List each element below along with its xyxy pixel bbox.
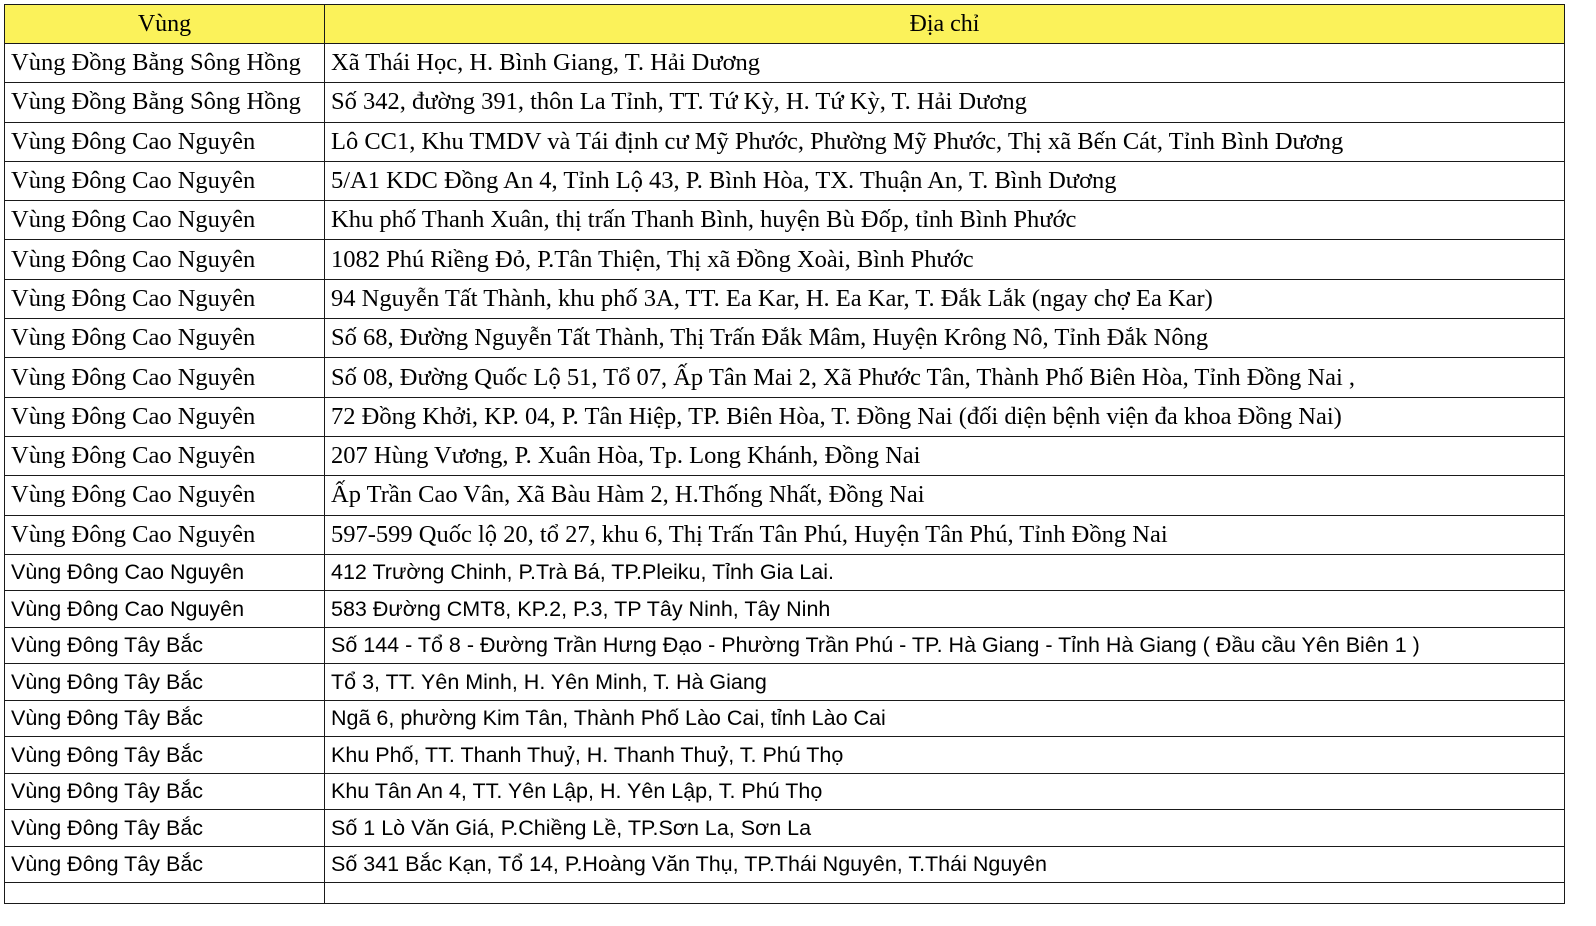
table-row bbox=[5, 44, 1565, 83]
table-row bbox=[5, 554, 1565, 591]
table-row bbox=[5, 201, 1565, 240]
region-cell[interactable]: Vùng Đông Tây Bắc bbox=[5, 737, 325, 774]
region-cell[interactable]: Vùng Đông Cao Nguyên bbox=[5, 397, 325, 436]
table-row bbox=[5, 846, 1565, 883]
address-cell[interactable] bbox=[325, 883, 1565, 904]
table-row bbox=[5, 476, 1565, 515]
address-cell[interactable]: 207 Hùng Vương, P. Xuân Hòa, Tp. Long Khánh, Đồng Nai bbox=[325, 436, 1565, 475]
address-cell[interactable]: Số 342, đường 391, thôn La Tỉnh, TT. Tứ Kỳ, H. Tứ Kỳ, T. Hải Dương bbox=[325, 83, 1565, 122]
region-cell[interactable]: Vùng Đông Cao Nguyên bbox=[5, 358, 325, 397]
address-cell[interactable]: Số 341 Bắc Kạn, Tổ 14, P.Hoàng Văn Thụ, TP.Thái Nguyên, T.Thái Nguyên bbox=[325, 846, 1565, 883]
address-cell[interactable]: 597-599 Quốc lộ 20, tổ 27, khu 6, Thị Trấn Tân Phú, Huyện Tân Phú, Tỉnh Đồng Nai bbox=[325, 515, 1565, 554]
region-cell[interactable]: Vùng Đông Cao Nguyên bbox=[5, 240, 325, 279]
table-row bbox=[5, 436, 1565, 475]
table-row bbox=[5, 627, 1565, 664]
table-row bbox=[5, 279, 1565, 318]
region-cell[interactable]: Vùng Đông Cao Nguyên bbox=[5, 201, 325, 240]
address-cell[interactable]: Số 144 - Tổ 8 - Đường Trần Hưng Đạo - Phường Trần Phú - TP. Hà Giang - Tỉnh Hà Giang ( Đầu cầu Yên Biên 1 ) bbox=[325, 627, 1565, 664]
table-body bbox=[5, 44, 1565, 904]
region-cell[interactable]: Vùng Đông Cao Nguyên bbox=[5, 476, 325, 515]
region-cell[interactable]: Vùng Đông Tây Bắc bbox=[5, 627, 325, 664]
table-row bbox=[5, 161, 1565, 200]
address-cell[interactable]: Số 08, Đường Quốc Lộ 51, Tổ 07, Ấp Tân Mai 2, Xã Phước Tân, Thành Phố Biên Hòa, Tỉnh Đồng Nai , bbox=[325, 358, 1565, 397]
region-cell[interactable] bbox=[5, 883, 325, 904]
address-cell[interactable]: Tổ 3, TT. Yên Minh, H. Yên Minh, T. Hà Giang bbox=[325, 664, 1565, 701]
address-cell[interactable]: 412 Trường Chinh, P.Trà Bá, TP.Pleiku, Tỉnh Gia Lai. bbox=[325, 554, 1565, 591]
address-cell[interactable]: 5/A1 KDC Đồng An 4, Tỉnh Lộ 43, P. Bình Hòa, TX. Thuận An, T. Bình Dương bbox=[325, 161, 1565, 200]
table-row bbox=[5, 883, 1565, 904]
address-cell[interactable]: 583 Đường CMT8, KP.2, P.3, TP Tây Ninh, Tây Ninh bbox=[325, 591, 1565, 628]
address-cell[interactable]: Khu Tân An 4, TT. Yên Lập, H. Yên Lập, T. Phú Thọ bbox=[325, 773, 1565, 810]
address-cell[interactable]: Ấp Trần Cao Vân, Xã Bàu Hàm 2, H.Thống Nhất, Đồng Nai bbox=[325, 476, 1565, 515]
address-cell[interactable]: Số 1 Lò Văn Giá, P.Chiềng Lề, TP.Sơn La, Sơn La bbox=[325, 810, 1565, 847]
address-cell[interactable]: Khu phố Thanh Xuân, thị trấn Thanh Bình, huyện Bù Đốp, tỉnh Bình Phước bbox=[325, 201, 1565, 240]
table-row bbox=[5, 591, 1565, 628]
table-row bbox=[5, 83, 1565, 122]
header-row bbox=[5, 5, 1565, 44]
header-address: Địa chỉ bbox=[325, 5, 1565, 44]
table-row bbox=[5, 358, 1565, 397]
table-row bbox=[5, 122, 1565, 161]
table-row bbox=[5, 810, 1565, 847]
address-cell[interactable]: Khu Phố, TT. Thanh Thuỷ, H. Thanh Thuỷ, T. Phú Thọ bbox=[325, 737, 1565, 774]
region-cell[interactable]: Vùng Đông Tây Bắc bbox=[5, 773, 325, 810]
address-cell[interactable]: 94 Nguyễn Tất Thành, khu phố 3A, TT. Ea Kar, H. Ea Kar, T. Đắk Lắk (ngay chợ Ea Kar) bbox=[325, 279, 1565, 318]
region-cell[interactable]: Vùng Đồng Bằng Sông Hồng bbox=[5, 44, 325, 83]
region-cell[interactable]: Vùng Đồng Bằng Sông Hồng bbox=[5, 83, 325, 122]
region-cell[interactable]: Vùng Đông Cao Nguyên bbox=[5, 554, 325, 591]
header-region: Vùng bbox=[5, 5, 325, 44]
region-cell[interactable]: Vùng Đông Tây Bắc bbox=[5, 700, 325, 737]
region-cell[interactable]: Vùng Đông Tây Bắc bbox=[5, 846, 325, 883]
table-row bbox=[5, 664, 1565, 701]
region-cell[interactable]: Vùng Đông Tây Bắc bbox=[5, 664, 325, 701]
table-row bbox=[5, 397, 1565, 436]
region-cell[interactable]: Vùng Đông Cao Nguyên bbox=[5, 122, 325, 161]
address-cell[interactable]: 72 Đồng Khởi, KP. 04, P. Tân Hiệp, TP. Biên Hòa, T. Đồng Nai (đối diện bệnh viện đa khoa Đồng Nai) bbox=[325, 397, 1565, 436]
table-row bbox=[5, 319, 1565, 358]
table-row bbox=[5, 515, 1565, 554]
table-row bbox=[5, 240, 1565, 279]
address-cell[interactable]: Xã Thái Học, H. Bình Giang, T. Hải Dương bbox=[325, 44, 1565, 83]
region-cell[interactable]: Vùng Đông Cao Nguyên bbox=[5, 279, 325, 318]
address-cell[interactable]: Lô CC1, Khu TMDV và Tái định cư Mỹ Phước, Phường Mỹ Phước, Thị xã Bến Cát, Tỉnh Bình Dương bbox=[325, 122, 1565, 161]
table-row bbox=[5, 737, 1565, 774]
region-cell[interactable]: Vùng Đông Cao Nguyên bbox=[5, 161, 325, 200]
region-cell[interactable]: Vùng Đông Cao Nguyên bbox=[5, 319, 325, 358]
address-table bbox=[4, 4, 1565, 904]
address-cell[interactable]: Số 68, Đường Nguyễn Tất Thành, Thị Trấn Đắk Mâm, Huyện Krông Nô, Tỉnh Đắk Nông bbox=[325, 319, 1565, 358]
region-cell[interactable]: Vùng Đông Cao Nguyên bbox=[5, 436, 325, 475]
table-row bbox=[5, 773, 1565, 810]
table-row bbox=[5, 700, 1565, 737]
region-cell[interactable]: Vùng Đông Cao Nguyên bbox=[5, 515, 325, 554]
region-cell[interactable]: Vùng Đông Cao Nguyên bbox=[5, 591, 325, 628]
address-cell[interactable]: 1082 Phú Riềng Đỏ, P.Tân Thiện, Thị xã Đồng Xoài, Bình Phước bbox=[325, 240, 1565, 279]
region-cell[interactable]: Vùng Đông Tây Bắc bbox=[5, 810, 325, 847]
address-cell[interactable]: Ngã 6, phường Kim Tân, Thành Phố Lào Cai, tỉnh Lào Cai bbox=[325, 700, 1565, 737]
